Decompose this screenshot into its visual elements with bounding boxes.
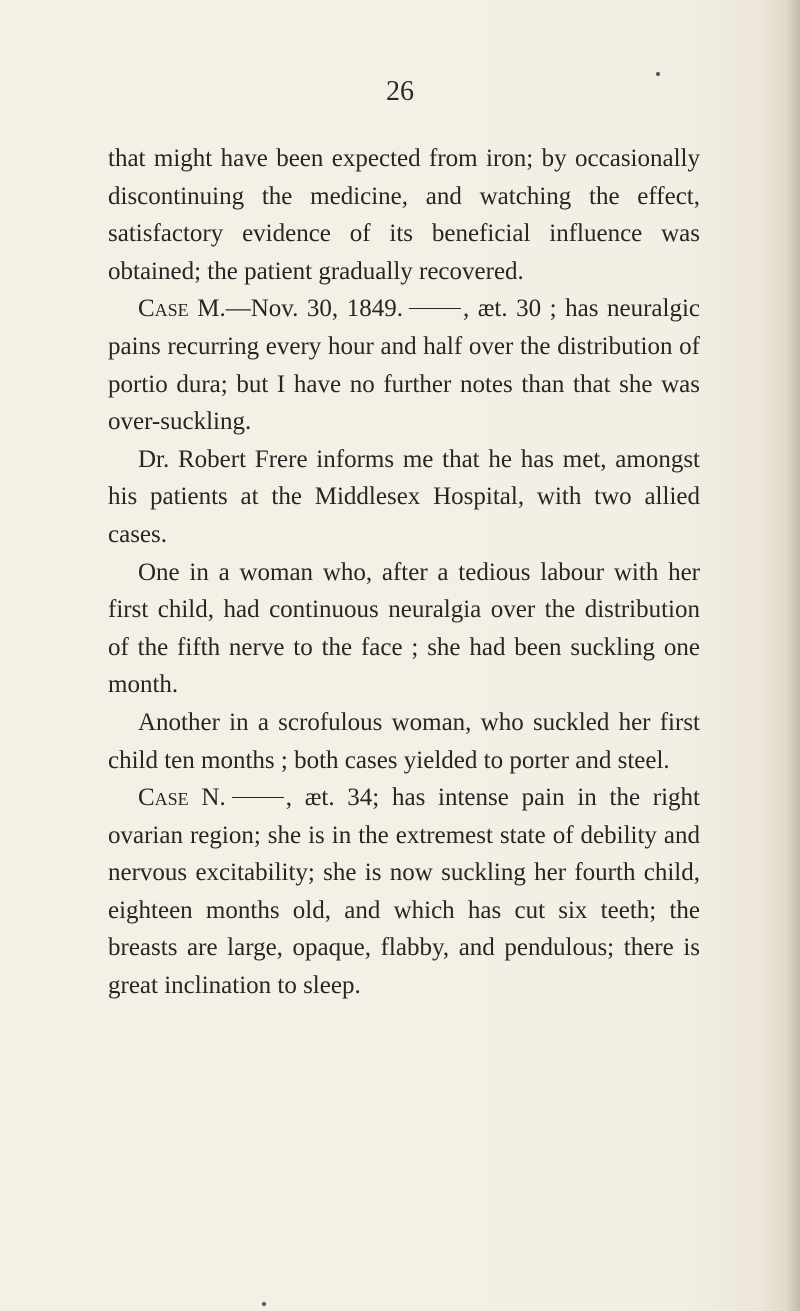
body-text bbox=[108, 140, 700, 1005]
paragraph-second-case: Another in a scrofulous woman, who suckled her first child ten months ; both cases yielded to porter and steel. bbox=[108, 708, 700, 774]
paragraph-continuation: that might have been expected from iron; by occasionally discontinuing the medicine, and watching the effect, satisfactory evidence of its beneficial influence was obtained; the patient gradually recovered. bbox=[108, 145, 700, 285]
paragraph-case-n bbox=[108, 779, 700, 1005]
case-description: , æt. 34; has intense pain in the right ovarian region; she is in the extremest state of debility and nervous excitability; she is now suckling her fourth child, eighteen months old, and which has cut six teeth; the breasts are large, opaque, flabby, and pendulous; there is great inclination to sleep. bbox=[108, 784, 701, 1000]
paragraph-case-m bbox=[108, 290, 700, 440]
paragraph-frere: Dr. Robert Frere informs me that he has met, amongst his patients at the Middlesex Hospital, with two allied cases. bbox=[108, 445, 700, 548]
case-description: , æt. 30 ; has neuralgic pains recurring every hour and half over the distribution of portio dura; but I have no further notes than that she was over-suckling. bbox=[108, 295, 700, 436]
case-date: —Nov. 30, 1849. bbox=[225, 295, 403, 323]
case-label: Case M. bbox=[138, 295, 226, 323]
paragraph-first-case: One in a woman who, after a tedious labour with her first child, had continuous neuralgia over the distribution of the fifth nerve to the face ; she had been suckling one month. bbox=[108, 558, 700, 699]
ink-speck-bottom bbox=[262, 1302, 266, 1306]
name-omission-dash bbox=[232, 797, 284, 798]
case-label: Case N. bbox=[138, 784, 226, 812]
name-omission-dash bbox=[409, 308, 461, 309]
page-number: 26 bbox=[386, 76, 414, 107]
page-edge-shadow bbox=[786, 0, 800, 1311]
